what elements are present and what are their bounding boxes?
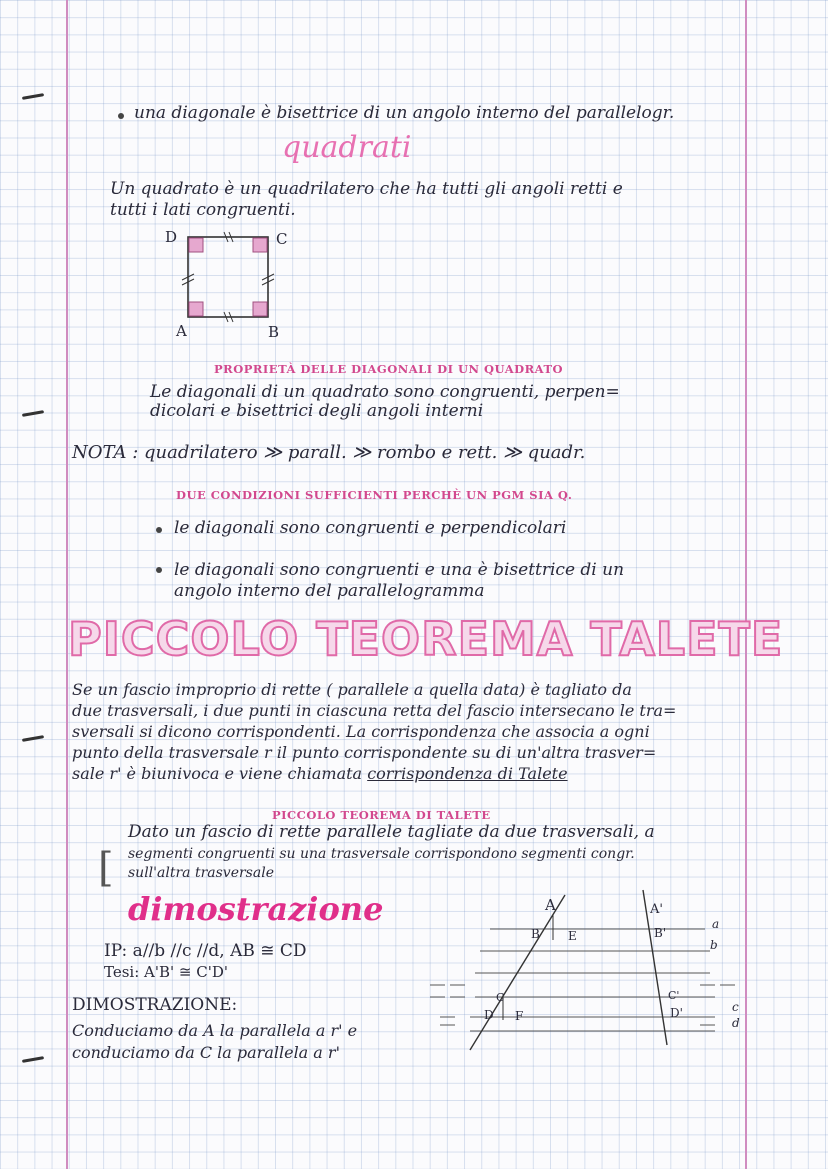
paragraph-line-4: punto della trasversale r il punto corrispondente su di un'altra trasver=: [72, 743, 657, 762]
proof-line-1: Conduciamo da A la parallela a r' e: [72, 1021, 358, 1040]
diagonals-property-line-2: dicolari e bisettrici degli angoli interni: [150, 401, 484, 421]
theorem-line-3: sull'altra trasversale: [128, 865, 274, 881]
figure-label-c-prime: C': [668, 989, 680, 1002]
left-margin-line: [66, 0, 68, 1169]
paragraph-line-5: [72, 764, 568, 783]
figure-label-b: B: [531, 927, 540, 941]
heading-quadrati: quadrati: [282, 130, 412, 165]
binder-hole: [22, 735, 44, 742]
bullet-dot: [156, 567, 162, 573]
dimostrazione-label: DIMOSTRAZIONE:: [72, 995, 238, 1015]
binder-hole: [22, 410, 44, 417]
condition-2-line-1: le diagonali sono congruenti e una è bisettrice di un: [174, 560, 625, 580]
binder-hole: [22, 1056, 44, 1063]
paragraph-line-1: Se un fascio improprio di rette ( parallele a quella data) è tagliato da: [72, 680, 632, 699]
diagonals-property-line-1: Le diagonali di un quadrato sono congruenti, perpen=: [150, 382, 620, 402]
line-label-a: a: [712, 917, 720, 931]
theorem-line-2: segmenti congruenti su una trasversale corrispondono segmenti congr.: [128, 846, 635, 862]
binder-hole: [22, 93, 44, 100]
bullet-dot: [156, 527, 162, 533]
theorem-heading: PICCOLO TEOREMA DI TALETE: [272, 808, 491, 822]
definition-line-1: Un quadrato è un quadrilatero che ha tutti gli angoli retti e: [110, 179, 623, 199]
bullet-dot: [118, 113, 124, 119]
figure-label-a-prime: A': [650, 902, 663, 917]
square-label-c: C: [276, 230, 288, 248]
talete-correspondence-term: corrispondenza di Talete: [367, 764, 568, 783]
paragraph-line-5-text: sale r' è biunivoca e viene chiamata: [72, 764, 368, 783]
sufficient-conditions-heading: DUE CONDIZIONI SUFFICIENTI PERCHÈ UN PGM SIA Q.: [176, 488, 573, 502]
bullet-diagonal-text: una diagonale è bisettrice di un angolo interno del parallelogr.: [134, 103, 675, 123]
hypothesis-line: IP: a//b //c //d, AB ≅ CD: [104, 941, 307, 961]
definition-line-2: tutti i lati congruenti.: [110, 200, 296, 220]
square-label-b: B: [268, 323, 280, 341]
figure-label-c: C: [496, 991, 505, 1004]
theorem-line-1: Dato un fascio di rette parallele tagliate da due trasversali, a: [128, 822, 655, 842]
dimostrazione-title: dimostrazione: [128, 890, 384, 928]
proof-line-2: conduciamo da C la parallela a r': [72, 1043, 340, 1062]
thesis-line: Tesi: A'B' ≅ C'D': [104, 963, 228, 981]
condition-1: le diagonali sono congruenti e perpendicolari: [174, 518, 567, 538]
square-label-a: A: [176, 322, 187, 340]
line-label-b: b: [710, 938, 718, 952]
main-title: PICCOLO TEOREMA TALETE: [68, 612, 784, 666]
square-label-d: D: [165, 228, 178, 246]
paragraph-line-2: due trasversali, i due punti in ciascuna retta del fascio intersecano le tra=: [72, 701, 677, 720]
theorem-bracket: [: [98, 845, 114, 891]
figure-label-f: F: [515, 1009, 524, 1023]
line-label-d: d: [732, 1016, 740, 1030]
figure-label-d: D: [484, 1008, 494, 1022]
line-label-c: c: [732, 1000, 739, 1014]
figure-label-a: A: [545, 896, 556, 914]
condition-2-line-2: angolo interno del parallelogramma: [174, 581, 485, 601]
diagonals-property-heading: PROPRIETÀ DELLE DIAGONALI DI UN QUADRATO: [214, 362, 564, 376]
nota-line: NOTA : quadrilatero ≫ parall. ≫ rombo e rett. ≫ quadr.: [72, 442, 586, 463]
figure-label-e: E: [568, 929, 577, 943]
talete-figure: [415, 885, 750, 1060]
figure-label-d-prime: D': [670, 1006, 683, 1020]
paragraph-line-3: sversali si dicono corrispondenti. La corrispondenza che associa a ogni: [72, 722, 650, 741]
figure-label-b-prime: B': [654, 926, 667, 940]
